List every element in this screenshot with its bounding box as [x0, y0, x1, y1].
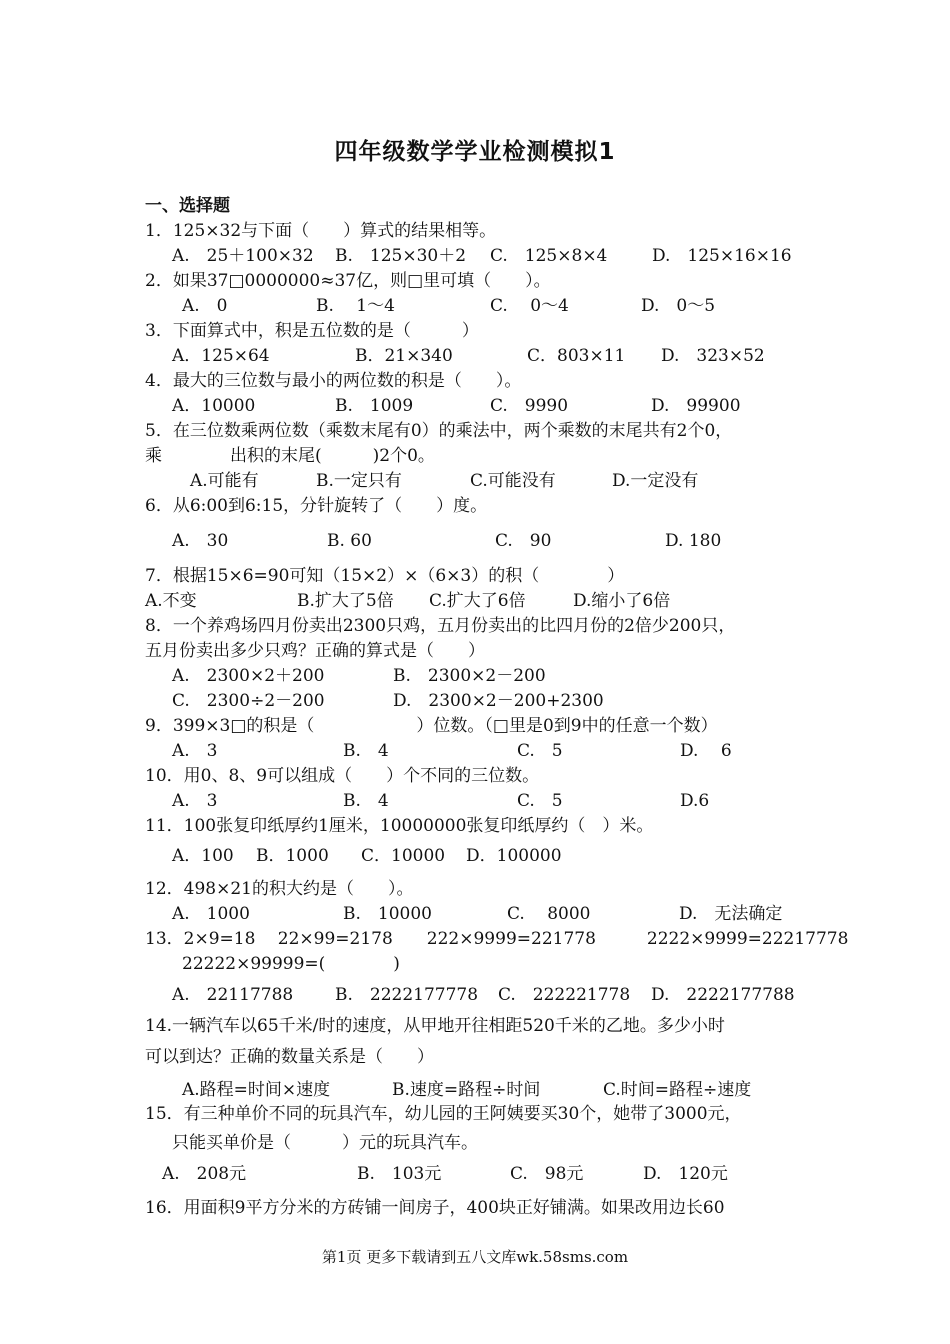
q8-option-a: A. 2300×2＋200: [172, 666, 325, 686]
q13-option-d: D. 2222177788: [651, 985, 795, 1005]
question-10: 10．用0、8、9可以组成（ ）个不同的三位数。: [145, 766, 540, 786]
question-5: 5．在三位数乘两位数（乘数末尾有0）的乘法中，两个乘数的末尾共有2个0，: [145, 421, 733, 441]
q3-option-a: A．125×64: [172, 346, 270, 366]
question-5-line-2: 乘 出积的末尾( )2个0。: [145, 446, 435, 466]
q5-option-b: B.一定只有: [316, 471, 402, 491]
q1-option-c: C. 125×8×4: [490, 246, 608, 266]
q13-option-b: B. 2222177778: [335, 985, 479, 1005]
q3-option-c: C．803×11: [527, 346, 626, 366]
q15-option-a: A. 208元: [162, 1164, 247, 1184]
q9-option-a: A. 3: [172, 741, 218, 761]
question-1: 1．125×32与下面（ ）算式的结果相等。: [145, 221, 497, 241]
q14-option-a: A.路程=时间×速度: [182, 1080, 331, 1100]
q10-option-c: C. 5: [517, 791, 563, 811]
question-15-line-2: 只能买单价是（ ）元的玩具汽车。: [172, 1133, 478, 1153]
q5-option-a: A.可能有: [190, 471, 259, 491]
q8-option-b: B. 2300×2－200: [393, 666, 546, 686]
q10-option-b: B. 4: [343, 791, 389, 811]
q15-option-c: C. 98元: [510, 1164, 584, 1184]
q4-option-a: A．10000: [172, 396, 256, 416]
q7-option-d: D.缩小了6倍: [573, 591, 671, 611]
q7-option-b: B.扩大了5倍: [297, 591, 394, 611]
question-11: 11．100张复印纸厚约1厘米，10000000张复印纸厚约（ ）米。: [145, 816, 654, 836]
q12-option-b: B. 10000: [343, 904, 432, 924]
question-6: 6．从6:00到6:15，分针旋转了（ ）度。: [145, 496, 488, 516]
q10-option-a: A. 3: [172, 791, 218, 811]
q14-option-c: C.时间=路程÷速度: [603, 1080, 752, 1100]
q1-option-d: D. 125×16×16: [652, 246, 792, 266]
q7-option-a: A.不变: [145, 591, 197, 611]
q4-option-d: D. 99900: [651, 396, 741, 416]
q15-option-b: B. 103元: [357, 1164, 442, 1184]
q15-option-d: D. 120元: [643, 1164, 728, 1184]
q2-option-d: D. 0～5: [641, 296, 716, 316]
q5-option-c: C.可能没有: [470, 471, 556, 491]
question-14-line-2: 可以到达？正确的数量关系是（ ）: [145, 1047, 434, 1067]
q13-option-c: C. 222221778: [498, 985, 631, 1005]
q8-option-d: D. 2300×2－200+2300: [393, 691, 604, 711]
q3-option-d: D. 323×52: [661, 346, 765, 366]
question-4: 4．最大的三位数与最小的两位数的积是（ ）。: [145, 371, 522, 391]
question-14: 14.一辆汽车以65千米/时的速度，从甲地开往相距520千米的乙地。多少小时: [145, 1016, 725, 1036]
q6-option-a: A. 30: [172, 531, 229, 551]
question-3: 3．下面算式中，积是五位数的是（ ）: [145, 321, 479, 341]
q6-option-b: B. 60: [327, 531, 372, 551]
q11-option-d: D．100000: [466, 846, 562, 866]
q13-option-a: A. 22117788: [172, 985, 294, 1005]
question-15: 15．有三种单价不同的玩具汽车，幼儿园的王阿姨要买30个，她带了3000元，: [145, 1104, 742, 1124]
q1-option-a: A. 25＋100×32: [172, 246, 314, 266]
question-9: 9．399×3□的积是（ ）位数。（□里是0到9中的任意一个数）: [145, 716, 718, 736]
q9-option-c: C. 5: [517, 741, 563, 761]
q9-option-d: D. 6: [680, 741, 732, 761]
q12-option-d: D. 无法确定: [679, 904, 783, 924]
question-8-line-2: 五月份卖出多少只鸡？正确的算式是（ ）: [145, 641, 485, 661]
section-heading: 一、选择题: [145, 196, 230, 216]
q11-option-c: C．10000: [361, 846, 446, 866]
q11-option-b: B．1000: [256, 846, 329, 866]
q6-option-d: D. 180: [665, 531, 722, 551]
q6-option-c: C. 90: [495, 531, 552, 551]
q5-option-d: D.一定没有: [612, 471, 699, 491]
q2-option-a: A. 0: [182, 296, 228, 316]
question-2: 2．如果37□0000000≈37亿，则□里可填（ ）。: [145, 271, 551, 291]
q14-option-b: B.速度=路程÷时间: [392, 1080, 541, 1100]
page-title: 四年级数学学业检测模拟1: [334, 139, 616, 165]
q4-option-b: B. 1009: [335, 396, 414, 416]
question-13: 13．2×9=18 22×99=2178 222×9999=221778 2222×9999=22217778: [145, 929, 849, 949]
question-7: 7．根据15×6=90可知（15×2）×（6×3）的积（ ）: [145, 566, 625, 586]
question-12: 12．498×21的积大约是（ ）。: [145, 879, 414, 899]
q9-option-b: B. 4: [343, 741, 389, 761]
question-13-line-2: 22222×99999=( ): [182, 954, 400, 974]
q8-option-c: C. 2300÷2－200: [172, 691, 325, 711]
q11-option-a: A．100: [172, 846, 234, 866]
question-16: 16．用面积9平方分米的方砖铺一间房子，400块正好铺满。如果改用边长60: [145, 1198, 725, 1218]
q7-option-c: C.扩大了6倍: [429, 591, 526, 611]
q12-option-c: C. 8000: [507, 904, 591, 924]
q3-option-b: B．21×340: [355, 346, 453, 366]
q12-option-a: A. 1000: [172, 904, 250, 924]
page-footer: 第1页 更多下载请到五八文库wk.58sms.com: [321, 1248, 629, 1266]
question-8: 8．一个养鸡场四月份卖出2300只鸡，五月份卖出的比四月份的2倍少200只，: [145, 616, 736, 636]
q2-option-b: B. 1～4: [316, 296, 395, 316]
q2-option-c: C. 0～4: [490, 296, 569, 316]
q10-option-d: D.6: [680, 791, 710, 811]
q4-option-c: C. 9990: [490, 396, 569, 416]
q1-option-b: B. 125×30＋2: [335, 246, 467, 266]
